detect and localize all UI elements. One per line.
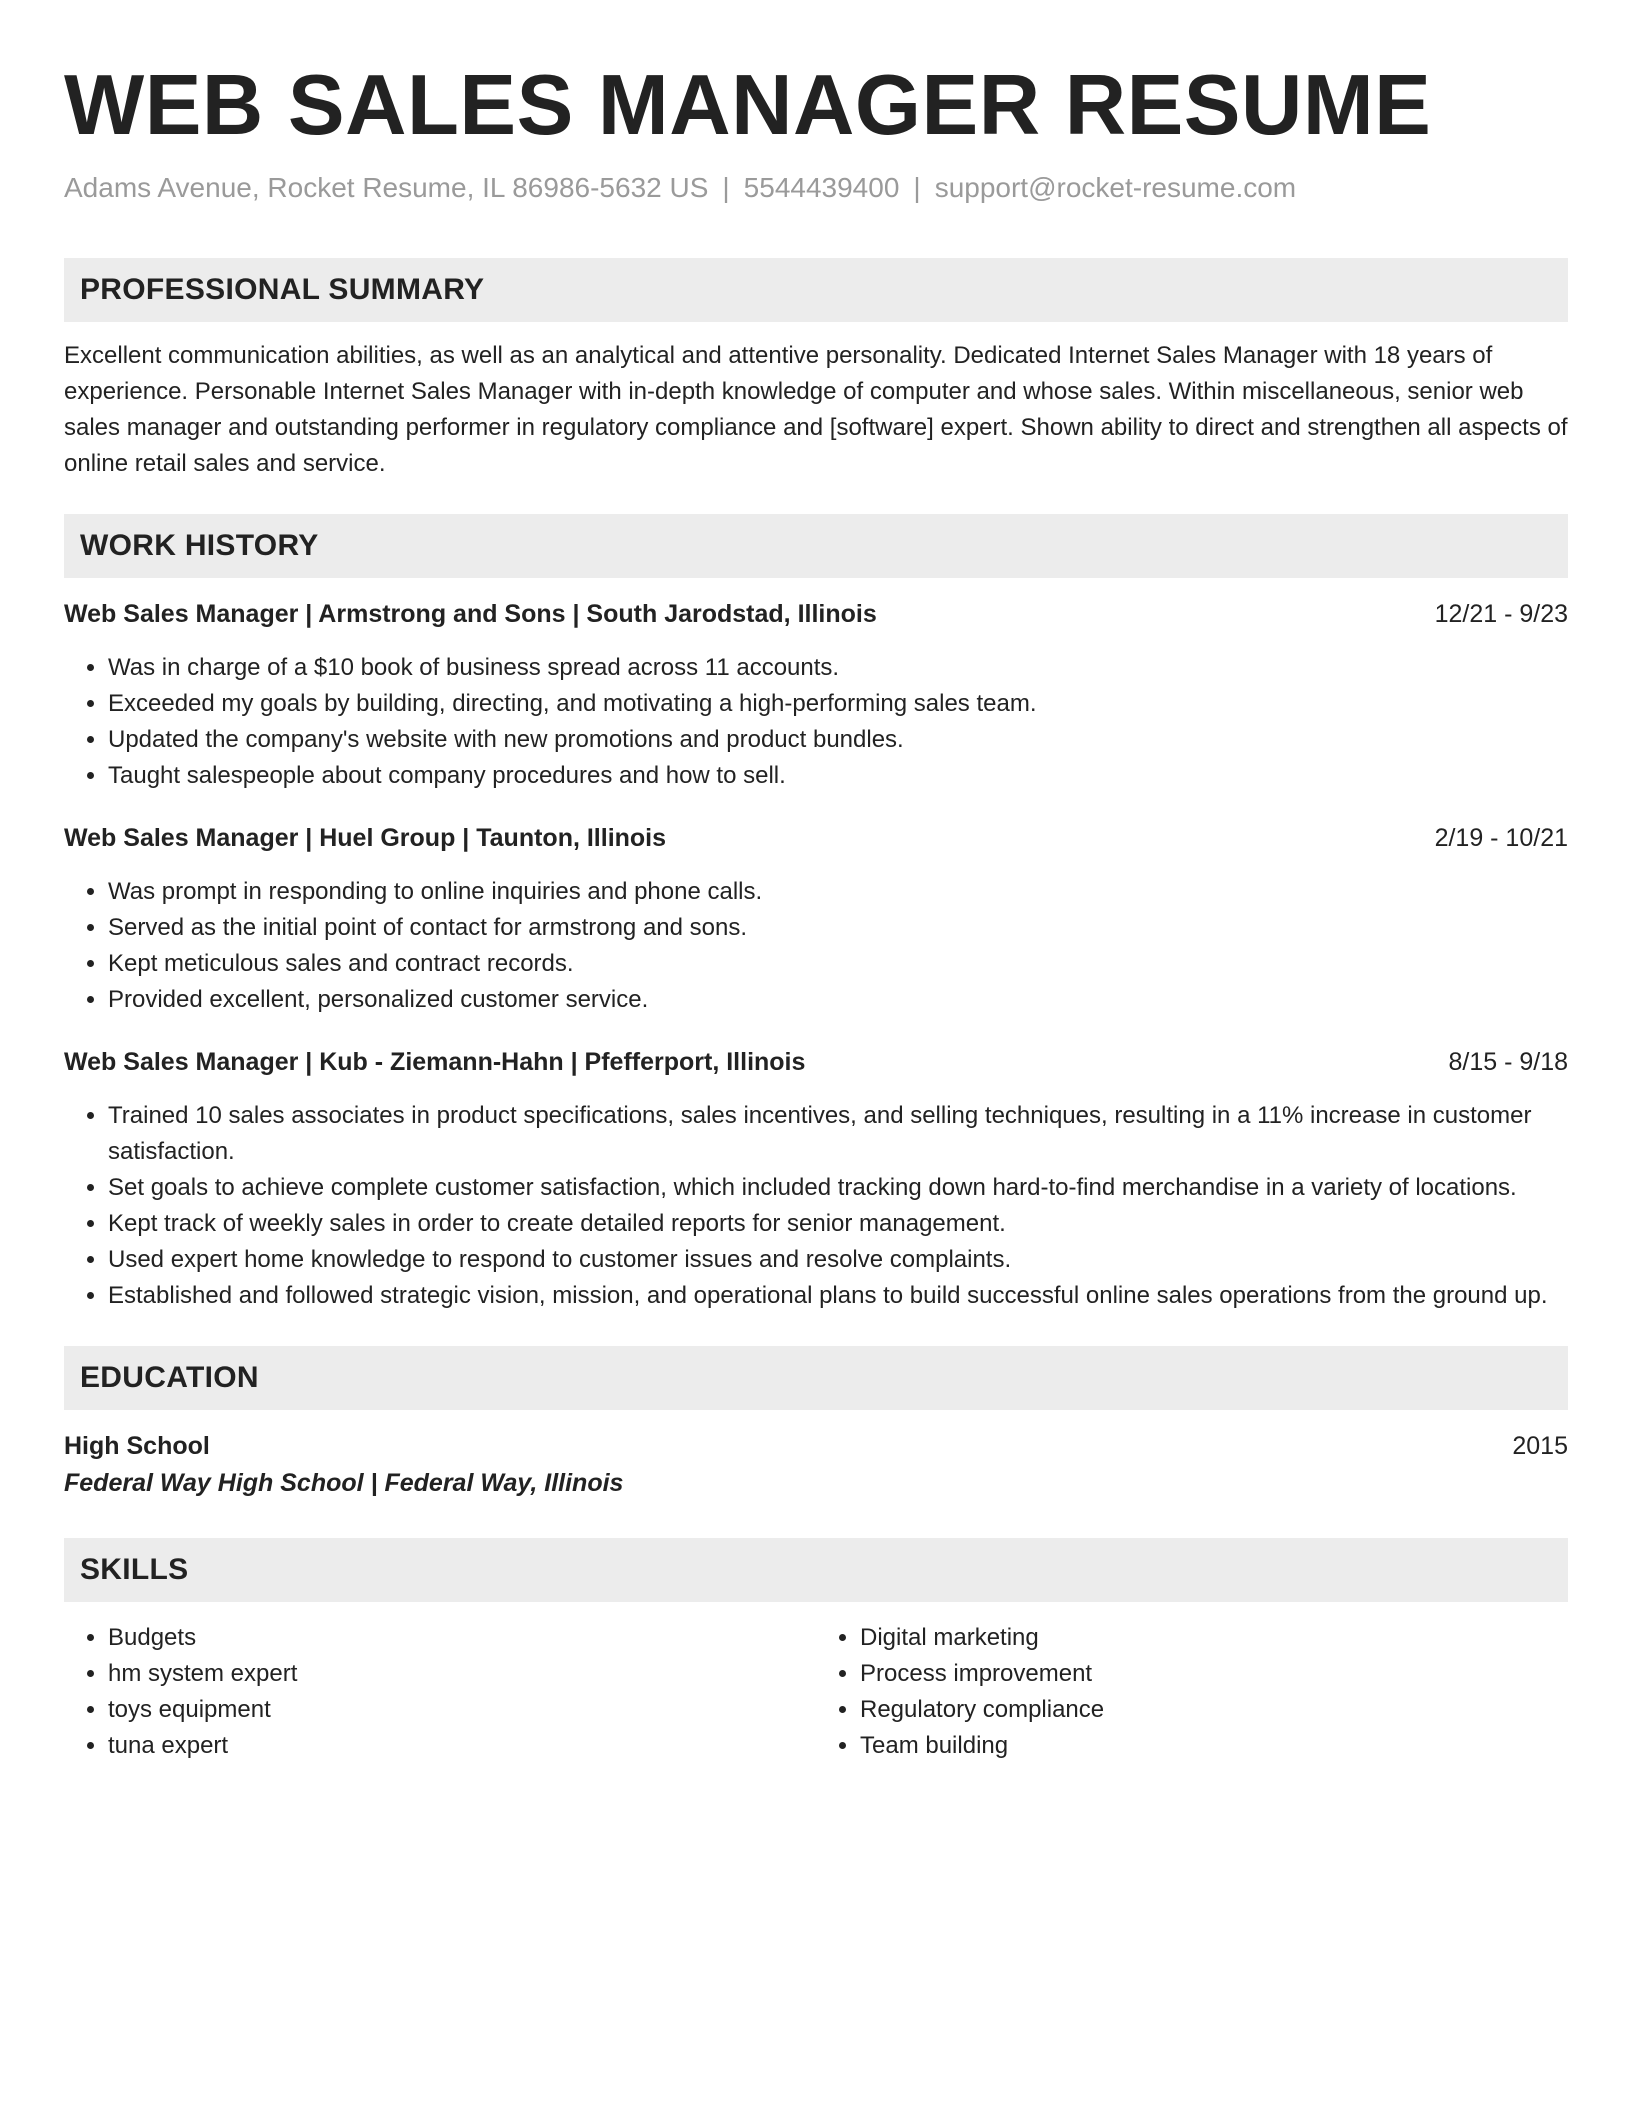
- job-bullets: [64, 1098, 1568, 1314]
- contact-separator: |: [913, 172, 921, 203]
- job-title: Web Sales Manager | Armstrong and Sons | South Jarodstad, Illinois: [64, 600, 877, 628]
- job-bullet: • Set goals to achieve complete customer satisfaction, which included tracking down hard-to-find merchandise in a variety of locations.: [108, 1170, 1568, 1206]
- education-school: Federal Way High School | Federal Way, Illinois: [64, 1469, 624, 1497]
- skills-list-left: [64, 1620, 816, 1764]
- summary-text: Excellent communication abilities, as well as an analytical and attentive personality. Dedicated Internet Sales Manager with 18 years of experience. Personable Internet Sales Manager with in-depth knowledge of computer and whose sales. Within miscellaneous, senior web sales manager and outstanding performer in regulatory compliance and [software] expert. Shown ability to direct and strengthen all aspects of online retail sales and service.: [64, 342, 1568, 477]
- job-entry: [64, 820, 1568, 1018]
- job-bullet: • Updated the company's website with new promotions and product bundles.: [108, 722, 1568, 758]
- job-bullets: [64, 650, 1568, 794]
- section-header-work-history: [64, 514, 1568, 578]
- section-header-education: [64, 1346, 1568, 1410]
- education-header: [64, 1428, 1568, 1464]
- job-header: [64, 1044, 1568, 1080]
- skill-item: • Team building: [860, 1728, 1568, 1764]
- skill-item: • toys equipment: [108, 1692, 816, 1728]
- resume-title: WEB SALES MANAGER RESUME: [64, 58, 1432, 153]
- contact-phone: 5544439400: [743, 172, 900, 203]
- skill-item: • Process improvement: [860, 1656, 1568, 1692]
- section-heading: PROFESSIONAL SUMMARY: [80, 273, 485, 306]
- skill-item: • tuna expert: [108, 1728, 816, 1764]
- job-bullet: • Used expert home knowledge to respond to customer issues and resolve complaints.: [108, 1242, 1568, 1278]
- job-bullet: • Provided excellent, personalized customer service.: [108, 982, 1568, 1018]
- job-bullet: • Was prompt in responding to online inquiries and phone calls.: [108, 874, 1568, 910]
- section-heading: SKILLS: [80, 1553, 189, 1586]
- summary-section: [64, 258, 1568, 482]
- education-section: [64, 1346, 1568, 1502]
- skills-columns: [64, 1620, 1568, 1764]
- skills-list-right: [816, 1620, 1568, 1764]
- education-degree: High School: [64, 1432, 210, 1460]
- work-history-section: [64, 514, 1568, 1314]
- job-entry: [64, 1044, 1568, 1314]
- contact-email: support@rocket-resume.com: [934, 172, 1297, 203]
- job-bullet: • Served as the initial point of contact for armstrong and sons.: [108, 910, 1568, 946]
- job-bullet: • Kept meticulous sales and contract records.: [108, 946, 1568, 982]
- skill-item: • Regulatory compliance: [860, 1692, 1568, 1728]
- job-entry: [64, 596, 1568, 794]
- education-year: 2015: [1512, 1432, 1568, 1460]
- job-title: Web Sales Manager | Huel Group | Taunton, Illinois: [64, 824, 667, 852]
- skill-item: • hm system expert: [108, 1656, 816, 1692]
- job-bullet: • Trained 10 sales associates in product specifications, sales incentives, and selling techniques, resulting in a 11% increase in customer satisfaction.: [108, 1098, 1568, 1170]
- job-bullet: • Was in charge of a $10 book of business spread across 11 accounts.: [108, 650, 1568, 686]
- skill-item: • Budgets: [108, 1620, 816, 1656]
- job-header: [64, 820, 1568, 856]
- job-bullet: • Exceeded my goals by building, directing, and motivating a high-performing sales team.: [108, 686, 1568, 722]
- section-header-skills: [64, 1538, 1568, 1602]
- education-entry: [64, 1428, 1568, 1502]
- contact-line: [64, 170, 1568, 206]
- job-bullets: [64, 874, 1568, 1018]
- section-heading: WORK HISTORY: [80, 529, 319, 562]
- job-header: [64, 596, 1568, 632]
- job-bullet: • Established and followed strategic vision, mission, and operational plans to build successful online sales operations from the ground up.: [108, 1278, 1568, 1314]
- contact-address: Adams Avenue, Rocket Resume, IL 86986-5632 US: [64, 172, 709, 203]
- job-title: Web Sales Manager | Kub - Ziemann-Hahn | Pfefferport, Illinois: [64, 1048, 806, 1076]
- contact-separator: |: [722, 172, 730, 203]
- skill-item: • Digital marketing: [860, 1620, 1568, 1656]
- section-header-summary: [64, 258, 1568, 322]
- job-bullet: • Taught salespeople about company procedures and how to sell.: [108, 758, 1568, 794]
- job-dates: 8/15 - 9/18: [1448, 1048, 1568, 1076]
- job-dates: 2/19 - 10/21: [1434, 824, 1568, 852]
- section-heading: EDUCATION: [80, 1361, 259, 1394]
- job-bullet: • Kept track of weekly sales in order to create detailed reports for senior management.: [108, 1206, 1568, 1242]
- job-dates: 12/21 - 9/23: [1434, 600, 1568, 628]
- skills-section: [64, 1538, 1568, 1764]
